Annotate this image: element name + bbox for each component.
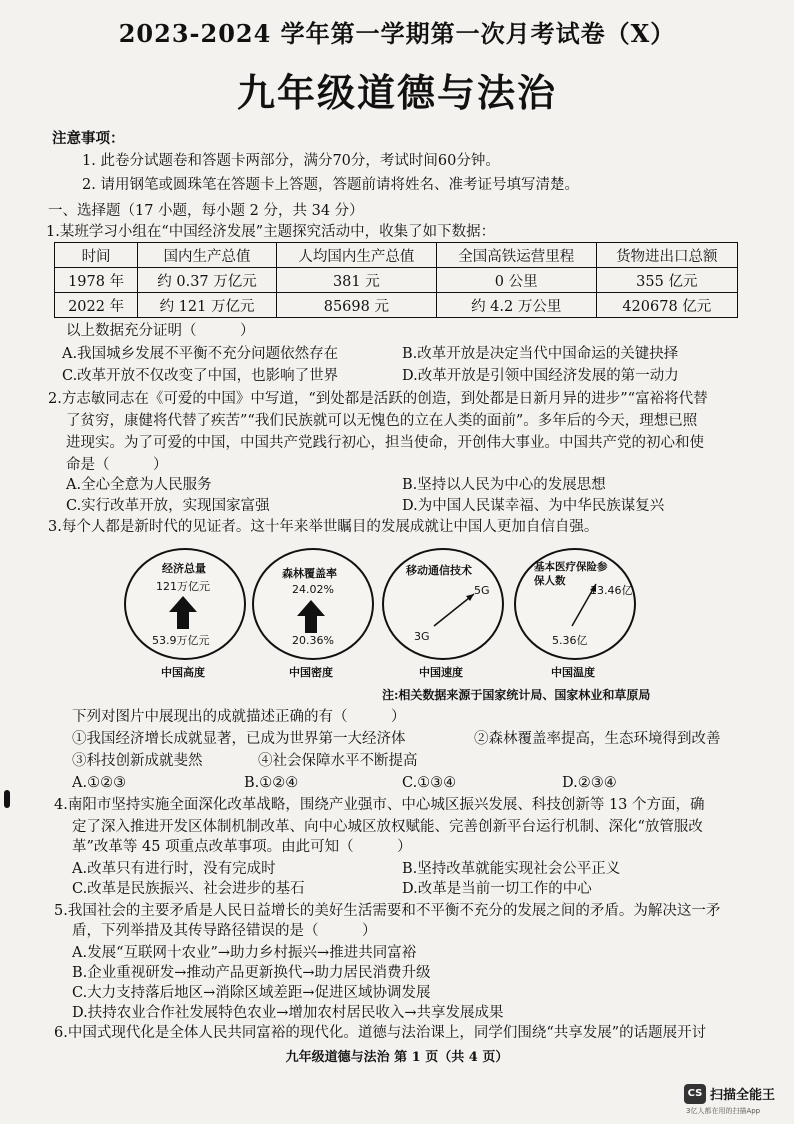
- up-arrow-shaft: [177, 611, 189, 629]
- q2-line: 2.方志敏同志在《可爱的中国》中写道，“到处都是活跃的创造，到处都是日新月异的进步”“富裕将代替: [48, 391, 708, 407]
- scanner-name: 扫描全能王: [710, 1088, 776, 1103]
- table-cell: 0 公里: [436, 268, 596, 293]
- q5-option-d: D.扶持农业合作社发展特色农业→增加农村居民收入→共享发展成果: [72, 1005, 504, 1021]
- up-arrow-icon: [169, 596, 197, 612]
- table-header-cell: 国内生产总值: [138, 243, 277, 268]
- table-row: [55, 293, 738, 318]
- q1-prompt: 以上数据充分证明（ ）: [66, 323, 255, 339]
- circle-caption: 中国速度: [419, 666, 463, 679]
- q3-statement: ③科技创新成就斐然: [72, 753, 203, 769]
- q5-line: 5.我国社会的主要矛盾是人民日益增长的美好生活需要和不平衡不充分的发展之间的矛盾。为解决这一矛: [54, 903, 721, 919]
- q3-statement: ②森林覆盖率提高，生态环境得到改善: [474, 731, 721, 747]
- q1-option-d: D.改革开放是引领中国经济发展的第一动力: [402, 368, 679, 384]
- q3-option-d: D.②③④: [562, 775, 617, 791]
- table-cell: 1978 年: [55, 268, 138, 293]
- circle-top-value: 13.46亿: [590, 584, 633, 597]
- circle-bottom-value: 3G: [414, 630, 430, 643]
- notes-item: 2. 请用钢笔或圆珠笔在答题卡上答题，答题前请将姓名、准考证号填写清楚。: [82, 177, 579, 193]
- q1-data-table: [54, 242, 738, 318]
- scanner-logo-icon: CS: [684, 1084, 706, 1104]
- q5-line: 盾，下列举措及其传导路径错误的是（ ）: [72, 923, 377, 939]
- q2-option-a: A.全心全意为人民服务: [66, 477, 212, 493]
- circle-top-value: 5G: [474, 584, 490, 597]
- q4-line: 革”改革等 45 项重点改革事项。由此可知（ ）: [72, 839, 412, 855]
- table-header-row: [55, 243, 738, 268]
- q3-statement: ④社会保障水平不断提高: [258, 753, 418, 769]
- table-header-cell: 时间: [55, 243, 138, 268]
- q2-line: 了贫穷，康健将代替了疾苦”“我们民族就可以无愧色的立在人类的面前”。多年后的今天，理想已照: [66, 413, 698, 429]
- q1-option-a: A.我国城乡发展不平衡不充分问题依然存在: [62, 346, 339, 362]
- up-arrow-icon: [297, 600, 325, 616]
- q1-option-b: B.改革开放是决定当代中国命运的关键抉择: [402, 346, 679, 362]
- q3-statement: ①我国经济增长成就显著，已成为世界第一大经济体: [72, 731, 406, 747]
- notes-heading: 注意事项：: [52, 130, 125, 147]
- margin-mark: [4, 790, 10, 808]
- q4-line: 定了深入推进开发区体制机制改革、向中心城区放权赋能、完善创新平台运行机制、深化“放管服改: [72, 819, 703, 835]
- notes-item: 1. 此卷分试题卷和答题卡两部分，满分70分，考试时间60分钟。: [82, 153, 500, 169]
- scanner-tagline: 3亿人都在用的扫描App: [686, 1107, 761, 1115]
- q4-option-d: D.改革是当前一切工作的中心: [402, 881, 592, 897]
- growth-arrow-icon: [382, 548, 500, 656]
- q2-option-c: C.实行改革开放，实现国家富强: [66, 498, 270, 514]
- q3-option-c: C.①③④: [402, 775, 457, 791]
- table-header-cell: 全国高铁运营里程: [436, 243, 596, 268]
- figure-source-note: 注:相关数据来源于国家统计局、国家林业和草原局: [382, 688, 651, 702]
- circle-title: 基本医疗保险参保人数: [534, 561, 608, 587]
- q3-prompt: 下列对图片中展现出的成就描述正确的有（ ）: [72, 709, 406, 725]
- table-cell: 355 亿元: [596, 268, 737, 293]
- exam-title: 2023-2024 学年第一学期第一次月考试卷（X）: [118, 19, 676, 48]
- q4-line: 4.南阳市坚持实施全面深化改革战略，围绕产业强市、中心城区振兴发展、科技创新等 13 个方面，确: [54, 797, 705, 813]
- table-cell: 85698 元: [276, 293, 436, 318]
- q2-line: 进现实。为了可爱的中国，中国共产党践行初心，担当使命，开创伟大事业。中国共产党的初心和使: [66, 435, 704, 451]
- up-arrow-shaft: [305, 615, 317, 633]
- table-header-cell: 货物进出口总额: [596, 243, 737, 268]
- q3-option-b: B.①②④: [244, 775, 299, 791]
- circle-title: 移动通信技术: [406, 564, 472, 577]
- q4-option-c: C.改革是民族振兴、社会进步的基石: [72, 881, 305, 897]
- table-cell: 420678 亿元: [596, 293, 737, 318]
- circle-bottom-value: 5.36亿: [552, 634, 588, 647]
- q1-option-c: C.改革开放不仅改变了中国，也影响了世界: [62, 368, 339, 384]
- circle-caption: 中国温度: [551, 666, 595, 679]
- q2-option-d: D.为中国人民谋幸福、为中华民族谋复兴: [402, 498, 665, 514]
- circle-title: 经济总量: [162, 562, 206, 575]
- q2-option-b: B.坚持以人民为中心的发展思想: [402, 477, 606, 493]
- q5-option-a: A.发展“互联网十农业”→助力乡村振兴→推进共同富裕: [72, 945, 417, 961]
- circle-caption: 中国密度: [289, 666, 333, 679]
- q4-option-a: A.改革只有进行时，没有完成时: [72, 861, 276, 877]
- circle-title: 森林覆盖率: [282, 567, 337, 580]
- table-cell: 2022 年: [55, 293, 138, 318]
- q3-option-a: A.①②③: [72, 775, 127, 791]
- circle-bottom-value: 20.36%: [292, 634, 334, 647]
- q3-stem: 3.每个人都是新时代的见证者。这十年来举世瞩目的发展成就让中国人更加自信自强。: [48, 519, 599, 535]
- table-header-cell: 人均国内生产总值: [276, 243, 436, 268]
- page-footer: 九年级道德与法治 第 1 页（共 4 页）: [285, 1050, 509, 1065]
- circle-top-value: 24.02%: [292, 583, 334, 596]
- table-cell: 约 121 万亿元: [138, 293, 277, 318]
- section-heading: 一、选择题（17 小题，每小题 2 分，共 34 分）: [48, 203, 364, 219]
- q5-option-b: B.企业重视研发→推动产品更新换代→助力居民消费升级: [72, 965, 431, 981]
- subject-title: 九年级道德与法治: [236, 70, 557, 115]
- table-cell: 约 0.37 万亿元: [138, 268, 277, 293]
- q2-line: 命是（ ）: [66, 457, 168, 473]
- table-row: [55, 268, 738, 293]
- table-cell: 381 元: [276, 268, 436, 293]
- circle-top-value: 121万亿元: [156, 580, 210, 593]
- q5-option-c: C.大力支持落后地区→消除区域差距→促进区域协调发展: [72, 985, 431, 1001]
- circle-caption: 中国高度: [161, 666, 205, 679]
- table-cell: 约 4.2 万公里: [436, 293, 596, 318]
- q1-stem: 1.某班学习小组在“中国经济发展”主题探究活动中，收集了如下数据：: [46, 224, 496, 240]
- q6-line: 6.中国式现代化是全体人民共同富裕的现代化。道德与法治课上，同学们围绕“共享发展”的话题展开讨: [54, 1025, 707, 1041]
- circle-bottom-value: 53.9万亿元: [152, 634, 210, 647]
- q4-option-b: B.坚持改革就能实现社会公平正义: [402, 861, 621, 877]
